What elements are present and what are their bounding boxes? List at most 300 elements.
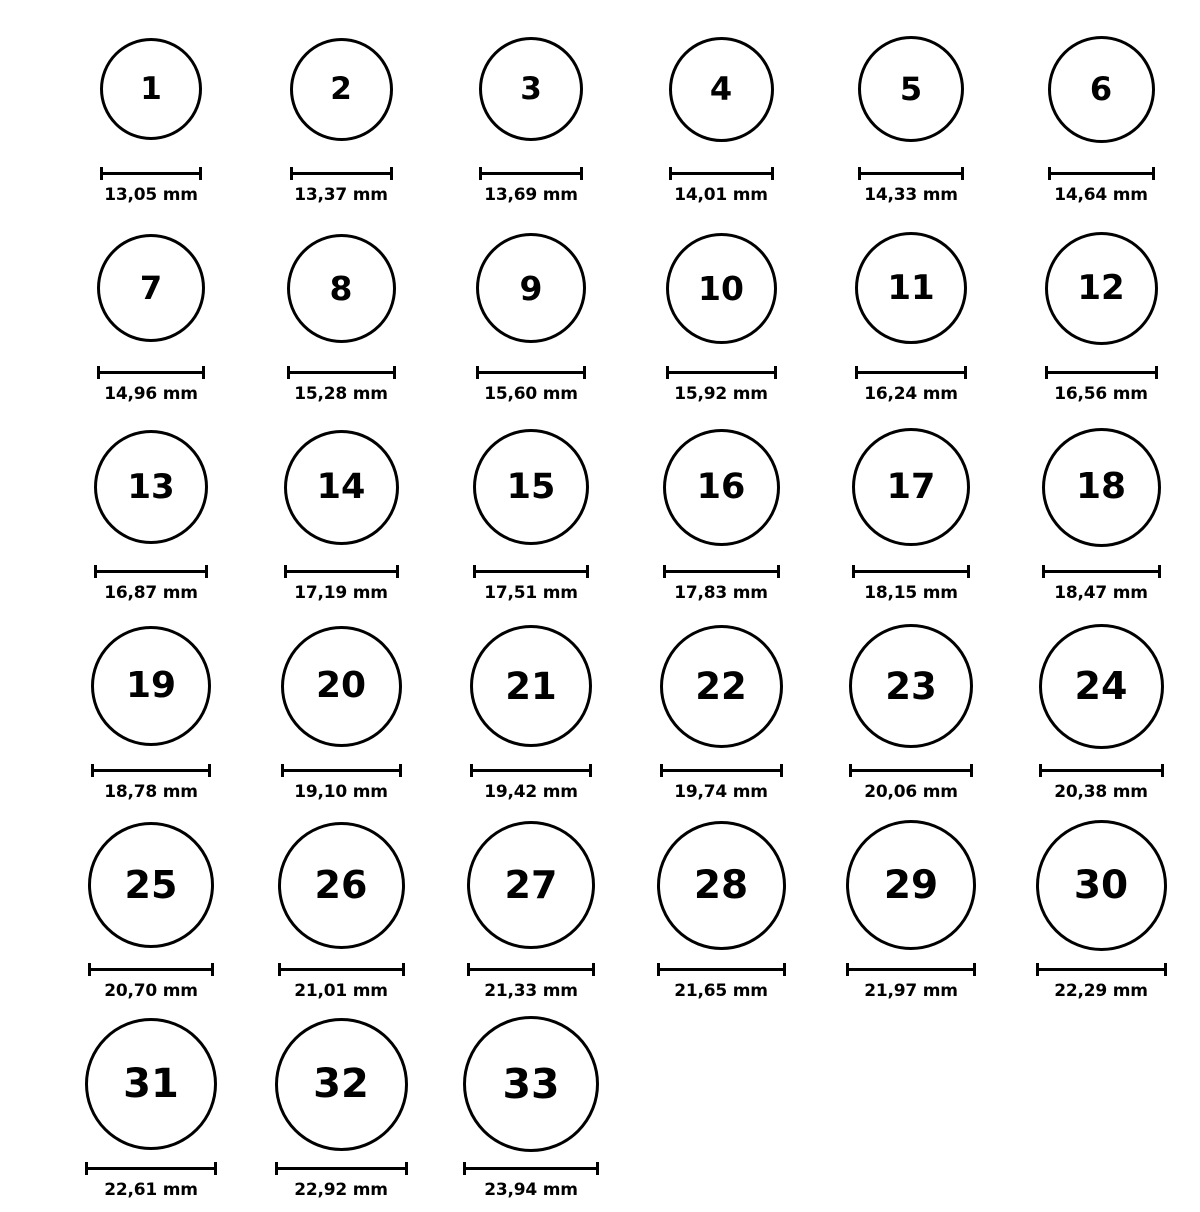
diameter-label: 23,94 mm [484,1180,578,1200]
measure-cap-left [85,1162,88,1175]
ring-size-cell [626,615,816,802]
measure-cap-right [214,1162,217,1175]
diameter-measure-bar [852,565,970,577]
diameter-label: 14,96 mm [104,384,198,404]
diameter-measure-bar [846,963,976,975]
ring-size-number: 32 [313,1061,369,1107]
measure-cap-right [592,963,595,976]
measure-cap-left [290,167,293,180]
measure-line [1042,570,1161,573]
diameter-label: 21,01 mm [294,981,388,1001]
ring-circle-icon [669,37,774,142]
ring-circle-icon [97,234,205,342]
ring-circle-wrapper [1048,18,1155,160]
ring-size-number: 9 [519,268,543,308]
diameter-measure-bar [278,963,405,975]
diameter-label: 19,74 mm [674,782,768,802]
diameter-measure-bar [479,167,583,179]
ring-circle-wrapper [85,1013,217,1155]
ring-circle-icon [85,1018,217,1150]
measure-cap-right [783,963,786,976]
measure-cap-right [205,565,208,578]
ring-size-cell [436,814,626,1001]
diameter-label: 16,87 mm [104,583,198,603]
measure-cap-right [596,1162,599,1175]
measure-cap-right [390,167,393,180]
measure-cap-left [275,1162,278,1175]
measure-line [88,968,214,971]
diameter-measure-bar [470,764,592,776]
measure-cap-left [88,963,91,976]
diameter-label: 22,92 mm [294,1180,388,1200]
ring-circle-icon [852,428,970,546]
measure-line [476,371,586,374]
ring-size-number: 33 [502,1059,560,1108]
diameter-measure-bar [1045,366,1158,378]
diameter-label: 16,56 mm [1054,384,1148,404]
measure-line [91,769,211,772]
measure-cap-left [91,764,94,777]
ring-size-number: 17 [886,466,936,507]
measure-cap-right [964,366,967,379]
measure-cap-right [396,565,399,578]
ring-size-number: 7 [139,269,163,307]
ring-circle-icon [660,625,783,748]
measure-line [275,1167,408,1170]
ring-circle-icon [1042,428,1161,547]
ring-circle-icon [1036,820,1167,951]
ring-size-number: 3 [520,70,542,107]
ring-size-cell [816,615,1006,802]
ring-circle-icon [284,430,399,545]
ring-circle-icon [467,821,595,949]
diameter-label: 17,51 mm [484,583,578,603]
diameter-label: 13,37 mm [294,185,388,205]
diameter-measure-bar [1048,167,1155,179]
measure-line [663,570,780,573]
diameter-measure-bar [97,366,205,378]
ring-size-number: 11 [887,268,935,308]
measure-cap-right [1155,366,1158,379]
measure-line [97,371,205,374]
ring-size-cell [436,416,626,603]
ring-circle-wrapper [275,1013,408,1155]
measure-cap-left [100,167,103,180]
ring-size-cell [1006,217,1196,404]
ring-size-number: 5 [899,70,923,108]
measure-cap-left [1039,764,1042,777]
ring-size-cell [56,18,246,205]
ring-circle-icon [666,233,777,344]
ring-circle-wrapper [479,18,583,160]
measure-cap-right [199,167,202,180]
measure-line [284,570,399,573]
measure-line [855,371,967,374]
diameter-label: 21,33 mm [484,981,578,1001]
diameter-measure-bar [287,366,396,378]
ring-circle-wrapper [463,1013,599,1155]
measure-cap-right [973,963,976,976]
ring-size-number: 20 [315,665,367,706]
measure-line [463,1167,599,1170]
measure-line [669,172,774,175]
ring-circle-icon [657,821,786,950]
ring-circle-icon [473,429,589,545]
diameter-label: 17,83 mm [674,583,768,603]
measure-cap-left [284,565,287,578]
diameter-label: 13,69 mm [484,185,578,205]
ring-size-cell [626,814,816,1001]
measure-line [479,172,583,175]
measure-line [1045,371,1158,374]
ring-circle-wrapper [852,416,970,558]
measure-cap-left [476,366,479,379]
measure-cap-left [470,764,473,777]
ring-size-number: 14 [316,466,366,507]
measure-cap-right [405,1162,408,1175]
measure-cap-left [94,565,97,578]
ring-circle-wrapper [97,217,205,359]
measure-line [852,570,970,573]
diameter-label: 19,10 mm [294,782,388,802]
diameter-label: 14,64 mm [1054,185,1148,205]
diameter-label: 19,42 mm [484,782,578,802]
ring-size-number: 13 [127,467,175,507]
ring-size-number: 28 [693,862,749,908]
diameter-measure-bar [1036,963,1167,975]
ring-circle-wrapper [284,416,399,558]
ring-circle-wrapper [1036,814,1167,956]
ring-circle-wrapper [278,814,405,956]
ring-circle-wrapper [855,217,967,359]
diameter-measure-bar [663,565,780,577]
measure-line [1048,172,1155,175]
measure-cap-left [855,366,858,379]
diameter-label: 20,38 mm [1054,782,1148,802]
ring-size-number: 22 [695,664,747,708]
measure-line [473,570,589,573]
measure-cap-left [97,366,100,379]
measure-cap-right [771,167,774,180]
ring-circle-wrapper [290,18,393,160]
ring-circle-wrapper [846,814,976,956]
diameter-label: 13,05 mm [104,185,198,205]
measure-cap-right [208,764,211,777]
measure-line [281,769,402,772]
ring-size-cell [56,1013,246,1200]
ring-size-cell [56,416,246,603]
ring-circle-wrapper [94,416,208,558]
ring-size-number: 19 [125,665,177,706]
measure-line [849,769,973,772]
measure-line [657,968,786,971]
measure-line [1036,968,1167,971]
ring-circle-icon [858,36,964,142]
measure-cap-right [967,565,970,578]
measure-line [467,968,595,971]
diameter-label: 17,19 mm [294,583,388,603]
diameter-label: 14,33 mm [864,185,958,205]
ring-circle-icon [100,38,202,140]
ring-size-number: 10 [698,268,744,308]
ring-size-cell [246,416,436,603]
diameter-measure-bar [1039,764,1164,776]
ring-size-number: 6 [1089,70,1113,108]
ring-circle-icon [849,624,973,748]
measure-cap-right [211,963,214,976]
diameter-label: 15,28 mm [294,384,388,404]
measure-cap-left [467,963,470,976]
ring-size-number: 25 [124,863,178,907]
ring-circle-wrapper [476,217,586,359]
measure-cap-right [1158,565,1161,578]
ring-size-cell [1006,615,1196,802]
ring-size-cell [436,615,626,802]
ring-circle-icon [275,1018,408,1151]
measure-cap-left [849,764,852,777]
diameter-measure-bar [666,366,777,378]
diameter-measure-bar [281,764,402,776]
ring-size-number: 21 [505,664,557,708]
measure-cap-right [1164,963,1167,976]
measure-cap-left [479,167,482,180]
measure-line [846,968,976,971]
diameter-label: 22,61 mm [104,1180,198,1200]
ring-size-number: 1 [140,70,162,107]
measure-cap-left [663,565,666,578]
measure-line [85,1167,217,1170]
diameter-measure-bar [858,167,964,179]
ring-size-cell [1006,18,1196,205]
ring-circle-wrapper [666,217,777,359]
ring-circle-wrapper [858,18,964,160]
ring-circle-wrapper [1042,416,1161,558]
ring-circle-wrapper [467,814,595,956]
ring-size-number: 12 [1077,268,1125,308]
diameter-measure-bar [275,1162,408,1174]
ring-circle-wrapper [660,615,783,757]
measure-cap-right [1161,764,1164,777]
ring-size-row [0,1013,1200,1212]
measure-line [1039,769,1164,772]
ring-size-number: 26 [314,863,368,907]
measure-cap-right [777,565,780,578]
diameter-measure-bar [91,764,211,776]
measure-cap-right [202,366,205,379]
ring-size-cell [246,814,436,1001]
measure-cap-right [774,366,777,379]
ring-size-number: 18 [1075,466,1127,507]
diameter-measure-bar [476,366,586,378]
measure-cap-left [1048,167,1051,180]
measure-cap-left [1045,366,1048,379]
ring-size-number: 16 [696,466,746,507]
diameter-measure-bar [290,167,393,179]
ring-circle-wrapper [1039,615,1164,757]
diameter-measure-bar [1042,565,1161,577]
ring-size-row [0,615,1200,814]
measure-cap-right [393,366,396,379]
ring-size-number: 30 [1073,862,1129,908]
measure-line [660,769,783,772]
diameter-label: 22,29 mm [1054,981,1148,1001]
ring-circle-icon [287,234,396,343]
measure-cap-left [1042,565,1045,578]
ring-size-number: 31 [123,1061,179,1107]
ring-size-number: 23 [885,664,937,708]
measure-cap-left [660,764,663,777]
diameter-label: 18,78 mm [104,782,198,802]
measure-line [94,570,208,573]
diameter-label: 14,01 mm [674,185,768,205]
ring-size-number: 4 [709,70,733,108]
ring-circle-wrapper [657,814,786,956]
diameter-label: 18,47 mm [1054,583,1148,603]
measure-cap-right [589,764,592,777]
measure-cap-left [669,167,672,180]
diameter-label: 18,15 mm [864,583,958,603]
ring-size-row [0,18,1200,217]
measure-cap-left [473,565,476,578]
measure-line [100,172,202,175]
measure-cap-right [1152,167,1155,180]
measure-cap-right [402,963,405,976]
diameter-measure-bar [855,366,967,378]
diameter-measure-bar [660,764,783,776]
ring-circle-wrapper [663,416,780,558]
ring-circle-icon [1039,624,1164,749]
measure-cap-right [399,764,402,777]
ring-circle-icon [94,430,208,544]
ring-size-number: 24 [1074,664,1128,708]
measure-cap-left [657,963,660,976]
ring-size-cell [246,1013,436,1200]
ring-size-cell [246,615,436,802]
measure-cap-right [580,167,583,180]
ring-size-row [0,814,1200,1013]
ring-circle-wrapper [281,615,402,757]
ring-size-cell [1006,416,1196,603]
ring-size-cell [436,217,626,404]
ring-circle-icon [846,820,976,950]
ring-circle-icon [463,1016,599,1152]
diameter-measure-bar [669,167,774,179]
ring-circle-icon [470,625,592,747]
measure-cap-left [858,167,861,180]
ring-circle-icon [290,38,393,141]
measure-cap-left [463,1162,466,1175]
ring-circle-icon [88,822,214,948]
measure-line [287,371,396,374]
diameter-label: 20,06 mm [864,782,958,802]
ring-size-row [0,416,1200,615]
measure-cap-left [846,963,849,976]
ring-size-cell [56,615,246,802]
diameter-measure-bar [85,1162,217,1174]
ring-circle-wrapper [669,18,774,160]
diameter-label: 21,65 mm [674,981,768,1001]
ring-size-cell [246,18,436,205]
ring-size-cell [626,18,816,205]
ring-circle-icon [855,232,967,344]
measure-line [858,172,964,175]
diameter-label: 15,92 mm [674,384,768,404]
ring-circle-icon [91,626,211,746]
ring-size-row [0,217,1200,416]
ring-size-cell [56,814,246,1001]
measure-cap-right [961,167,964,180]
ring-circle-icon [281,626,402,747]
diameter-label: 15,60 mm [484,384,578,404]
ring-size-cell [816,217,1006,404]
ring-size-cell [1006,814,1196,1001]
measure-cap-right [780,764,783,777]
ring-circle-wrapper [100,18,202,160]
diameter-label: 16,24 mm [864,384,958,404]
measure-line [278,968,405,971]
diameter-measure-bar [463,1162,599,1174]
ring-size-number: 27 [504,863,558,907]
ring-size-cell [816,814,1006,1001]
ring-size-cell [436,1013,626,1200]
ring-circle-wrapper [849,615,973,757]
ring-circle-icon [278,822,405,949]
diameter-measure-bar [467,963,595,975]
ring-size-number: 15 [506,466,556,507]
ring-circle-icon [476,233,586,343]
measure-cap-right [583,366,586,379]
ring-circle-wrapper [470,615,592,757]
ring-circle-wrapper [287,217,396,359]
diameter-measure-bar [100,167,202,179]
ring-size-cell [246,217,436,404]
measure-line [470,769,592,772]
diameter-measure-bar [657,963,786,975]
measure-cap-right [586,565,589,578]
ring-circle-icon [1048,36,1155,143]
ring-size-number: 29 [883,862,939,908]
ring-circle-wrapper [91,615,211,757]
measure-cap-left [278,963,281,976]
ring-circle-icon [1045,232,1158,345]
ring-size-cell [626,217,816,404]
ring-size-cell [56,217,246,404]
diameter-measure-bar [849,764,973,776]
measure-cap-left [287,366,290,379]
ring-circle-wrapper [88,814,214,956]
measure-cap-left [1036,963,1039,976]
diameter-label: 21,97 mm [864,981,958,1001]
diameter-label: 20,70 mm [104,981,198,1001]
measure-line [290,172,393,175]
measure-cap-left [852,565,855,578]
ring-size-cell [436,18,626,205]
measure-cap-right [970,764,973,777]
ring-size-number: 8 [329,268,353,308]
diameter-measure-bar [284,565,399,577]
diameter-measure-bar [473,565,589,577]
ring-size-cell [816,18,1006,205]
ring-size-cell [816,416,1006,603]
diameter-measure-bar [88,963,214,975]
ring-circle-icon [663,429,780,546]
measure-line [666,371,777,374]
ring-circle-wrapper [1045,217,1158,359]
measure-cap-left [281,764,284,777]
ring-circle-wrapper [473,416,589,558]
ring-circle-icon [479,37,583,141]
measure-cap-left [666,366,669,379]
